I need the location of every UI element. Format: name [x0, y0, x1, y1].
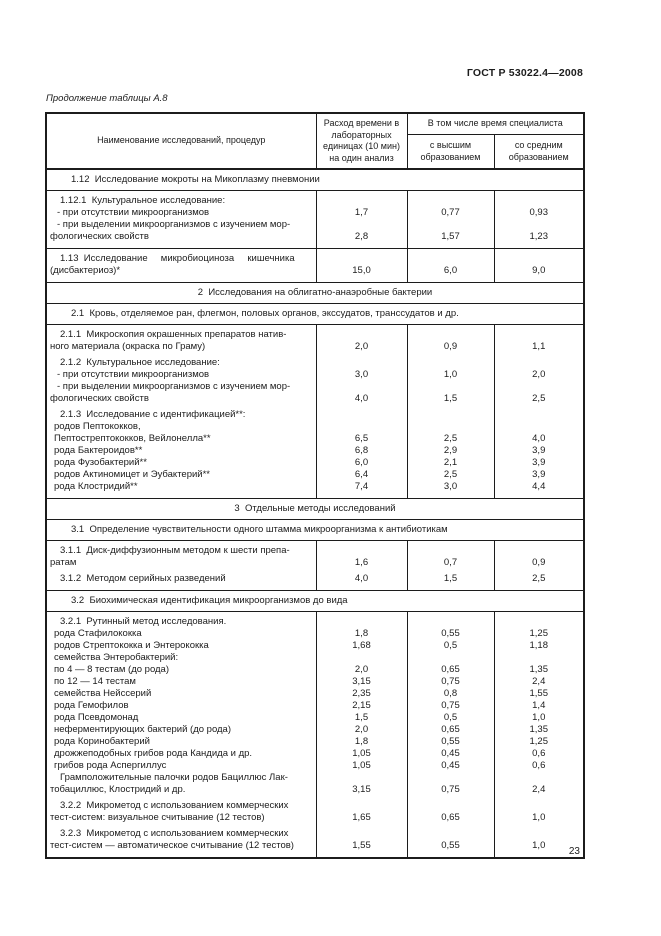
- value-line: [317, 381, 407, 393]
- value-line: 1,8: [354, 628, 369, 639]
- value-line: 3,15: [352, 784, 371, 795]
- procedure-line: семейства Нейссерий: [54, 688, 152, 699]
- value-line: [317, 253, 407, 265]
- value-line: [495, 219, 584, 231]
- section-title: 1.12 Исследование мокроты на Микоплазму пневмонии: [46, 169, 584, 191]
- value-line: 1,35: [529, 724, 548, 735]
- section-title: 3.1 Определение чувствительности одного штамма микроорганизма к антибиотикам: [46, 520, 584, 541]
- value-line: 1,05: [352, 760, 371, 771]
- value-line: 3,15: [352, 676, 371, 687]
- value-line: [408, 409, 494, 421]
- value-line: 2,0: [354, 724, 369, 735]
- procedure-line: ного материала (окраска по Граму): [50, 341, 206, 352]
- value-line: 6,0: [354, 457, 369, 468]
- value-line: [408, 357, 494, 369]
- procedure-line: - при выделении микроорганизмов с изучением мор-: [57, 381, 291, 392]
- procedure-line: 3.2.3 Микрометод с использованием коммерческих: [60, 828, 289, 839]
- value-line: 0,9: [443, 341, 458, 352]
- value-line: 1,23: [529, 231, 548, 242]
- section-title: 3 Отдельные методы исследований: [46, 499, 584, 520]
- value-cell-higher-ed: [407, 191, 494, 249]
- procedure-line: рода Псевдомонад: [54, 712, 139, 723]
- value-line: 1,25: [529, 628, 548, 639]
- procedure-name-cell: [46, 191, 316, 249]
- value-line: [495, 381, 584, 393]
- value-line: 0,75: [441, 700, 460, 711]
- section-row: [46, 169, 584, 191]
- value-line: [495, 652, 584, 664]
- section-title: 2.1 Кровь, отделяемое ран, флегмон, половых органов, экссудатов, транссудатов и др.: [46, 304, 584, 325]
- value-line: 3,9: [532, 457, 546, 468]
- value-line: [317, 357, 407, 369]
- value-line: 4,0: [354, 393, 369, 404]
- value-line: [317, 329, 407, 341]
- procedure-line: 3.2.1 Рутинный метод исследования.: [60, 616, 227, 627]
- value-line: 2,4: [532, 676, 546, 687]
- value-line: 2,0: [354, 341, 369, 352]
- value-line: [495, 253, 584, 265]
- procedure-line: родов Актиномицет и Эубактерий**: [54, 469, 211, 480]
- procedure-line: тест-систем — автоматическое считывание (12 тестов): [50, 840, 294, 851]
- value-cell-higher-ed: [407, 249, 494, 283]
- value-cell-middle-ed: [494, 541, 584, 591]
- value-line: [495, 772, 584, 784]
- value-line: 1,5: [443, 573, 458, 584]
- value-line: 2,1: [443, 457, 458, 468]
- value-cell-middle-ed: [494, 191, 584, 249]
- procedure-line: 1.12.1 Культуральное исследование:: [60, 195, 226, 206]
- section-row: [46, 591, 584, 612]
- procedure-line: ратам: [50, 557, 77, 568]
- value-line: 1,18: [529, 640, 548, 651]
- procedure-name-cell: [46, 249, 316, 283]
- doc-number: ГОСТ Р 53022.4—2008: [466, 67, 583, 79]
- value-line: 0,9: [532, 557, 546, 568]
- col-header-name: Наименование исследований, процедур: [46, 113, 316, 169]
- value-line: [495, 195, 584, 207]
- value-line: 3,0: [354, 369, 369, 380]
- value-line: 1,35: [529, 664, 548, 675]
- value-line: 1,5: [443, 393, 458, 404]
- procedure-line: 2.1.3 Исследование с идентификацией**:: [60, 409, 246, 420]
- value-line: [408, 381, 494, 393]
- value-line: 2,4: [532, 784, 546, 795]
- value-line: [408, 545, 494, 557]
- value-line: 1,1: [532, 341, 546, 352]
- procedure-line: 3.1.2 Методом серийных разведений: [60, 573, 226, 584]
- value-line: 0,55: [441, 628, 460, 639]
- value-line: 1,0: [443, 369, 458, 380]
- value-line: 15,0: [352, 265, 371, 276]
- value-line: 2,8: [354, 231, 369, 242]
- value-line: 6,0: [443, 265, 458, 276]
- data-row: [46, 325, 584, 499]
- procedure-line: семейства Энтеробактерий:: [54, 652, 179, 663]
- procedure-line: по 12 — 14 тестам: [54, 676, 136, 687]
- value-line: 1,57: [441, 231, 460, 242]
- value-line: [408, 421, 494, 433]
- value-line: [317, 195, 407, 207]
- procedure-line: 1.13 Исследование микробиоциноза кишечника: [60, 253, 295, 264]
- value-cell-lab-units: [316, 325, 407, 499]
- value-line: 3,0: [443, 481, 458, 492]
- value-line: [317, 772, 407, 784]
- value-line: 0,65: [441, 812, 460, 823]
- procedure-line: по 4 — 8 тестам (до рода): [54, 664, 170, 675]
- col-header-time: Расход времени в лабораторных единицах (10 мин) на один анализ: [316, 113, 407, 169]
- value-line: 4,4: [532, 481, 546, 492]
- procedure-name-cell: [46, 325, 316, 499]
- value-line: [495, 800, 584, 812]
- value-line: [408, 329, 494, 341]
- value-line: 1,0: [532, 712, 546, 723]
- procedure-line: - при отсутствии микроорганизмов: [57, 369, 210, 380]
- procedure-line: Пептострептококков, Вейлонелла**: [54, 433, 211, 444]
- value-line: 1,55: [529, 688, 548, 699]
- value-line: 0,7: [443, 557, 458, 568]
- value-line: 2,0: [532, 369, 546, 380]
- value-line: [408, 800, 494, 812]
- value-line: [495, 357, 584, 369]
- section-title: 3.2 Биохимическая идентификация микроорганизмов до вида: [46, 591, 584, 612]
- value-line: 0,65: [441, 664, 460, 675]
- value-line: 6,4: [354, 469, 369, 480]
- value-line: 1,6: [354, 557, 369, 568]
- procedure-line: фологических свойств: [50, 393, 149, 404]
- value-line: 1,0: [532, 840, 546, 851]
- value-line: 0,93: [529, 207, 548, 218]
- table-body: [46, 169, 584, 858]
- value-line: [317, 545, 407, 557]
- value-line: [408, 253, 494, 265]
- value-line: 0,55: [441, 736, 460, 747]
- procedure-line: грибов рода Аспергиллус: [54, 760, 167, 771]
- section-row: [46, 499, 584, 520]
- value-line: 4,0: [532, 433, 546, 444]
- procedure-line: - при отсутствии микроорганизмов: [57, 207, 210, 218]
- value-line: [495, 409, 584, 421]
- section-row: [46, 283, 584, 304]
- value-line: 0,65: [441, 724, 460, 735]
- value-line: 1,05: [352, 748, 371, 759]
- value-line: 1,4: [532, 700, 546, 711]
- procedure-line: рода Клостридий**: [54, 481, 138, 492]
- procedure-line: фологических свойств: [50, 231, 149, 242]
- procedure-line: рода Бактероидов**: [54, 445, 143, 456]
- value-line: 2,5: [443, 433, 458, 444]
- value-line: [495, 828, 584, 840]
- value-line: 3,9: [532, 445, 546, 456]
- value-line: 0,45: [441, 760, 460, 771]
- procedure-name-cell: [46, 541, 316, 591]
- procedure-line: рода Гемофилов: [54, 700, 129, 711]
- procedure-line: 3.1.1 Диск-диффузионным методом к шести препа-: [60, 545, 290, 556]
- value-line: [408, 219, 494, 231]
- col-header-specialist: В том числе время специалиста: [407, 113, 584, 135]
- value-line: 2,35: [352, 688, 371, 699]
- value-line: [408, 828, 494, 840]
- procedure-line: тобациллюс, Клостридий и др.: [50, 784, 186, 795]
- value-line: 1,5: [354, 712, 369, 723]
- value-line: 1,25: [529, 736, 548, 747]
- value-cell-lab-units: [316, 249, 407, 283]
- value-line: 0,45: [441, 748, 460, 759]
- value-cell-middle-ed: [494, 249, 584, 283]
- value-line: [495, 421, 584, 433]
- value-line: [317, 652, 407, 664]
- value-line: 1,0: [532, 812, 546, 823]
- value-line: [317, 616, 407, 628]
- value-cell-higher-ed: [407, 612, 494, 859]
- value-line: 2,5: [532, 393, 546, 404]
- value-line: 0,5: [443, 640, 458, 651]
- value-line: 0,75: [441, 676, 460, 687]
- procedure-line: рода Фузобактерий**: [54, 457, 147, 468]
- section-title: 2 Исследования на облигатно-анаэробные бактерии: [46, 283, 584, 304]
- value-line: 0,5: [443, 712, 458, 723]
- procedure-line: (дисбактериоз)*: [50, 265, 121, 276]
- value-line: 2,9: [443, 445, 458, 456]
- value-line: 2,5: [443, 469, 458, 480]
- value-line: [317, 828, 407, 840]
- value-line: 1,68: [352, 640, 371, 651]
- value-line: 2,0: [354, 664, 369, 675]
- col-header-middle-education: со средним образованием: [494, 135, 584, 169]
- procedure-line: - при выделении микроорганизмов с изучением мор-: [57, 219, 291, 230]
- value-line: 9,0: [532, 265, 546, 276]
- data-row: [46, 541, 584, 591]
- value-line: [408, 195, 494, 207]
- procedure-line: 3.2.2 Микрометод с использованием коммерческих: [60, 800, 289, 811]
- value-line: 7,4: [354, 481, 369, 492]
- value-line: [317, 421, 407, 433]
- value-line: [495, 616, 584, 628]
- value-cell-higher-ed: [407, 325, 494, 499]
- value-line: [317, 409, 407, 421]
- procedure-line: рода Коринобактерий: [54, 736, 150, 747]
- value-cell-higher-ed: [407, 541, 494, 591]
- value-line: 3,9: [532, 469, 546, 480]
- page-number: 23: [568, 846, 580, 857]
- value-cell-lab-units: [316, 612, 407, 859]
- value-line: [495, 329, 584, 341]
- procedure-line: родов Пептококков,: [54, 421, 141, 432]
- value-line: [317, 800, 407, 812]
- value-line: 0,6: [532, 760, 546, 771]
- section-row: [46, 304, 584, 325]
- value-line: [408, 616, 494, 628]
- procedure-line: тест-систем: визуальное считывание (12 тестов): [50, 812, 265, 823]
- procedure-line: родов Стрептококка и Энтерококка: [54, 640, 209, 651]
- value-line: 1,65: [352, 812, 371, 823]
- value-line: 4,0: [354, 573, 369, 584]
- value-line: [495, 545, 584, 557]
- value-line: 0,8: [443, 688, 458, 699]
- data-row: [46, 249, 584, 283]
- value-cell-middle-ed: [494, 325, 584, 499]
- value-line: 0,77: [441, 207, 460, 218]
- col-header-higher-education: с высшим образованием: [407, 135, 494, 169]
- section-row: [46, 520, 584, 541]
- value-line: 1,8: [354, 736, 369, 747]
- value-line: 0,6: [532, 748, 546, 759]
- procedure-line: Грамположительные палочки родов Бациллюс Лак-: [60, 772, 288, 783]
- value-line: 1,7: [354, 207, 369, 218]
- data-row: [46, 191, 584, 249]
- value-cell-middle-ed: [494, 612, 584, 859]
- procedure-name-cell: [46, 612, 316, 859]
- time-standards-table: [45, 112, 585, 859]
- value-line: 2,5: [532, 573, 546, 584]
- value-line: 0,55: [441, 840, 460, 851]
- procedure-line: 2.1.1 Микроскопия окрашенных препаратов натив-: [60, 329, 287, 340]
- value-line: 1,55: [352, 840, 371, 851]
- value-line: 2,15: [352, 700, 371, 711]
- procedure-line: неферментирующих бактерий (до рода): [54, 724, 232, 735]
- table-caption: Продолжение таблицы А.8: [46, 93, 168, 104]
- procedure-line: рода Стафилококка: [54, 628, 142, 639]
- value-line: 0,75: [441, 784, 460, 795]
- data-row: [46, 612, 584, 859]
- value-cell-lab-units: [316, 191, 407, 249]
- procedure-line: дрожжеподобных грибов рода Кандида и др.: [54, 748, 253, 759]
- table-header: [46, 113, 584, 169]
- value-cell-lab-units: [316, 541, 407, 591]
- value-line: [408, 652, 494, 664]
- value-line: 6,8: [354, 445, 369, 456]
- value-line: [317, 219, 407, 231]
- value-line: [408, 772, 494, 784]
- procedure-line: 2.1.2 Культуральное исследование:: [60, 357, 220, 368]
- value-line: 6,5: [354, 433, 369, 444]
